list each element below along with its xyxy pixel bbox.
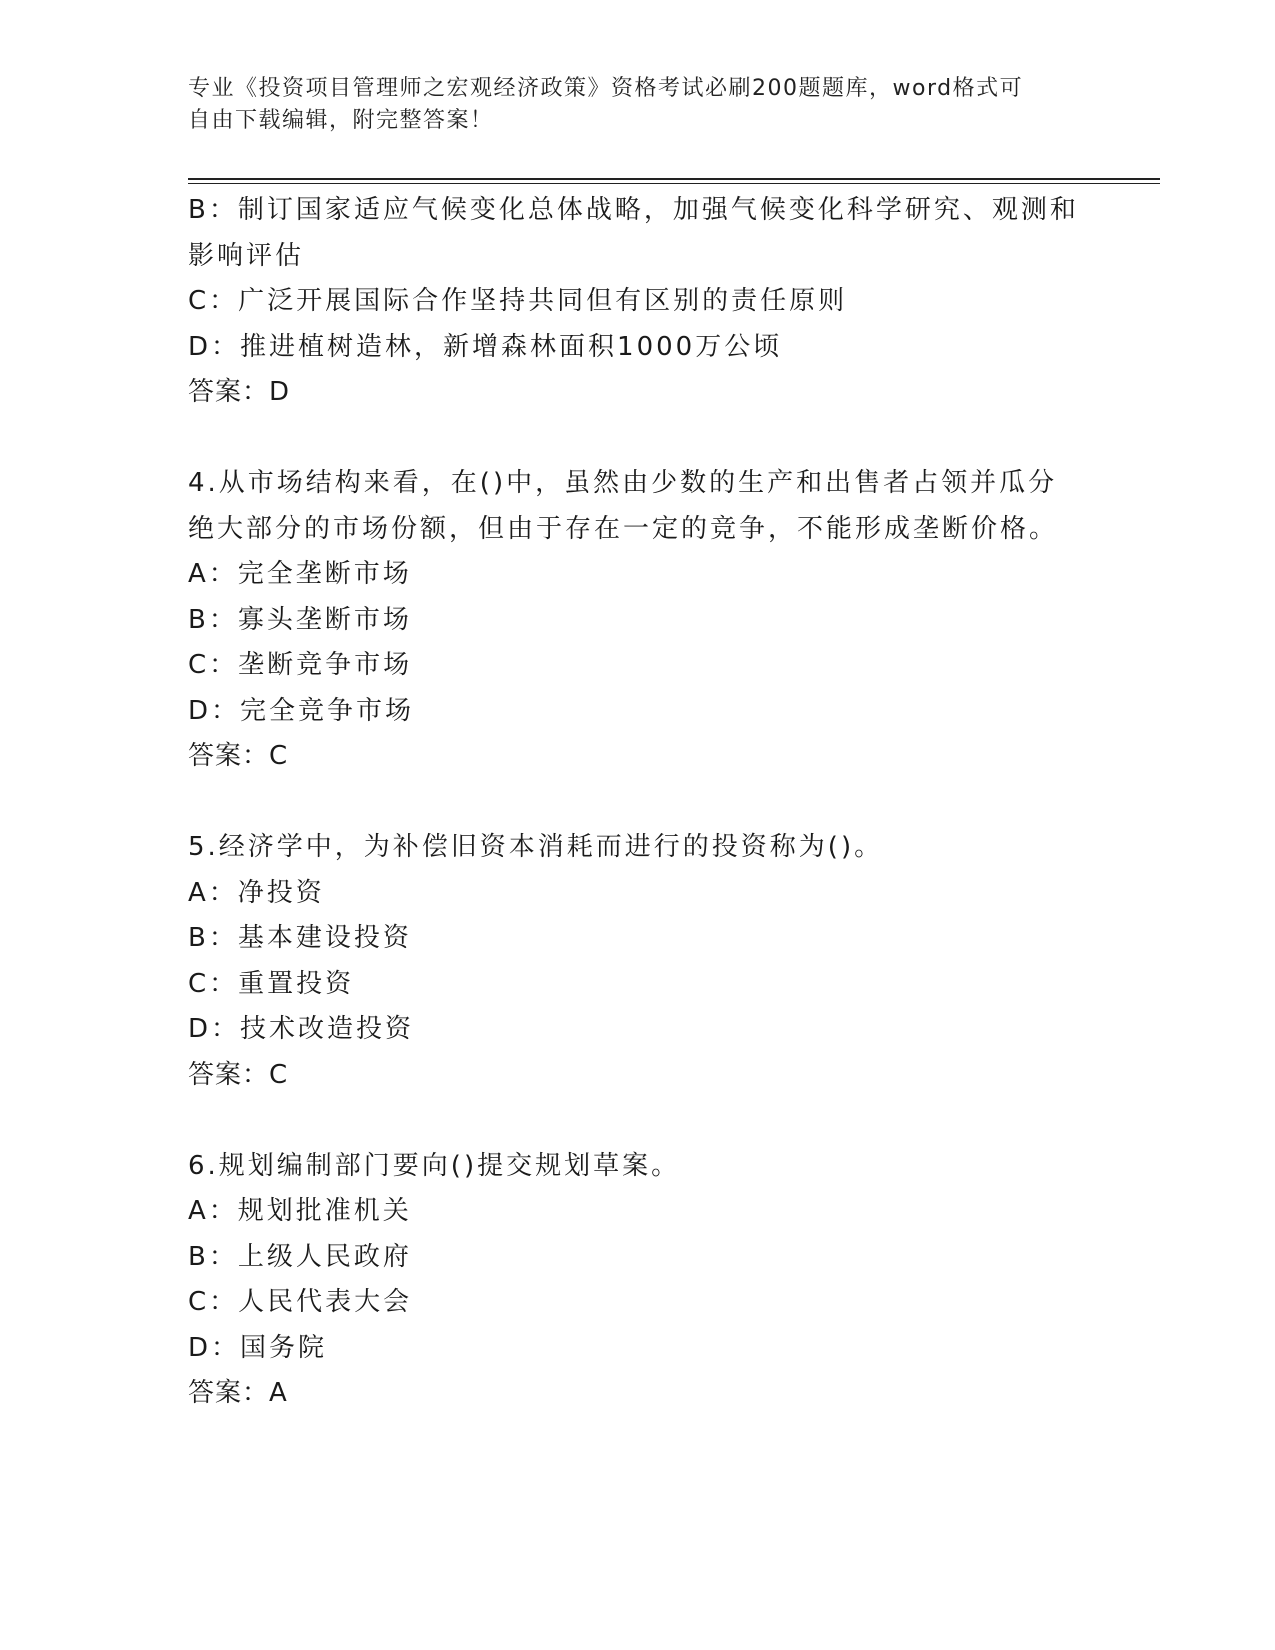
header-divider-thin xyxy=(188,183,1160,184)
q6-option-d: D：国务院 xyxy=(188,1332,328,1363)
q5-question: 5.经济学中，为补偿旧资本消耗而进行的投资称为()。 xyxy=(188,832,884,862)
q3-option-d: D：推进植树造林，新增森林面积1000万公顷 xyxy=(188,331,783,362)
q5-option-b: B：基本建设投资 xyxy=(188,923,412,953)
q6-question: 6.规划编制部门要向()提交规划草案。 xyxy=(188,1150,681,1181)
q4-question-line-1: 4.从市场结构来看，在()中，虽然由少数的生产和出售者占领并瓜分 xyxy=(188,468,1058,498)
header-divider-thick xyxy=(188,178,1160,180)
q6-option-a: A：规划批准机关 xyxy=(188,1196,412,1226)
q5-option-c: C：重置投资 xyxy=(188,968,355,999)
q3-answer: 答案：D xyxy=(188,377,291,407)
question-5 xyxy=(188,825,1088,1098)
q5-option-d: D：技术改造投资 xyxy=(188,1014,415,1044)
q3-option-b-line-2: 影响评估 xyxy=(188,240,305,271)
header-line-2: 自由下载编辑，附完整答案！ xyxy=(188,108,494,133)
q4-question-line-2: 绝大部分的市场份额，但由于存在一定的竞争，不能形成垄断价格。 xyxy=(188,513,1059,544)
q5-answer: 答案：C xyxy=(188,1059,289,1090)
question-6 xyxy=(188,1144,1088,1417)
spacer xyxy=(188,1098,1088,1144)
q5-option-a: A：净投资 xyxy=(188,877,325,908)
q6-option-b: B：上级人民政府 xyxy=(188,1241,412,1272)
question-4 xyxy=(188,461,1088,780)
q4-answer: 答案：C xyxy=(188,741,289,771)
q4-option-a: A：完全垄断市场 xyxy=(188,559,412,589)
spacer xyxy=(188,416,1088,462)
page-header xyxy=(188,73,1068,137)
q3-option-b-line-1: B：制订国家适应气候变化总体战略，加强气候变化科学研究、观测和 xyxy=(188,195,1079,225)
header-line-1: 专业《投资项目管理师之宏观经济政策》资格考试必刷200题题库，word格式可 xyxy=(188,76,1024,101)
q4-option-c: C：垄断竞争市场 xyxy=(188,650,413,680)
q6-answer: 答案：A xyxy=(188,1378,288,1408)
q6-option-c: C：人民代表大会 xyxy=(188,1287,413,1317)
spacer xyxy=(188,780,1088,826)
question-3 xyxy=(188,188,1088,416)
question-list xyxy=(188,188,1088,1417)
q3-option-c: C：广泛开展国际合作坚持共同但有区别的责任原则 xyxy=(188,286,848,316)
q4-option-b: B：寡头垄断市场 xyxy=(188,604,412,635)
q4-option-d: D：完全竞争市场 xyxy=(188,695,415,726)
